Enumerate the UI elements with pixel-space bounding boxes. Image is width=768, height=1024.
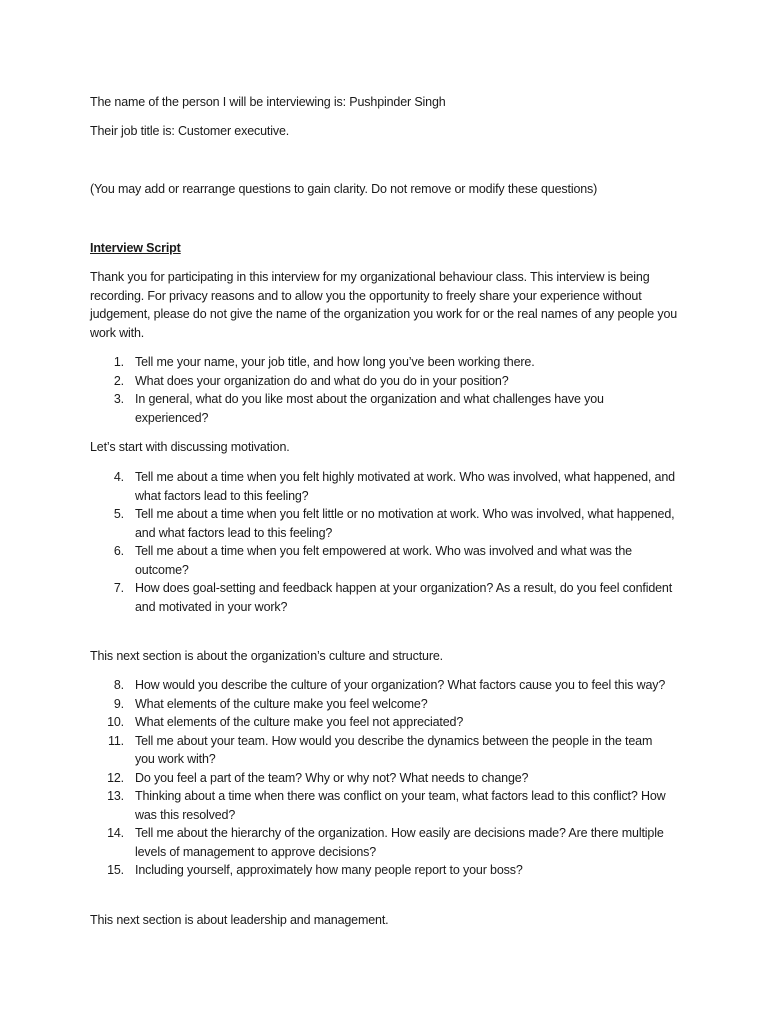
question-text: Tell me about the hierarchy of the organization. How easily are decisions made? Are there multiple levels of management to approve decisions? [135, 826, 664, 859]
motivation-intro: Let’s start with discussing motivation. [90, 440, 290, 454]
question-item [90, 390, 675, 427]
heading-text: Interview Script [90, 241, 181, 255]
question-text: What elements of the culture make you feel not appreciated? [135, 715, 464, 729]
question-text: Including yourself, approximately how many people report to your boss? [135, 863, 523, 877]
question-number: 5. [113, 507, 124, 521]
question-number: 11. [108, 733, 124, 748]
question-number: 3. [113, 392, 124, 406]
question-number: 1. [113, 355, 124, 369]
question-number: 13. [107, 789, 124, 803]
question-item [90, 695, 675, 714]
interviewee-line: The name of the person I will be interviewing is: Pushpinder Singh [90, 95, 446, 109]
question-item [90, 372, 675, 391]
question-item [90, 824, 675, 861]
question-item [90, 505, 675, 542]
question-list-culture [90, 676, 690, 880]
question-text: Tell me your name, your job title, and how long you’ve been working there. [135, 355, 535, 369]
question-item [90, 676, 675, 695]
question-number: 6. [113, 544, 124, 558]
intro-paragraph: Thank you for participating in this interview for my organizational behaviour class. This interview is being recording. For privacy reasons and to allow you the opportunity to freely share your experience without judgement, please do not give the name of the organization you work for or the real names of any people you work with. [90, 270, 678, 341]
question-item [90, 787, 675, 824]
question-item [90, 769, 675, 788]
leadership-intro: This next section is about leadership and management. [90, 913, 389, 927]
question-item [90, 542, 675, 579]
culture-intro: This next section is about the organization’s culture and structure. [90, 649, 443, 663]
question-text: Tell me about a time when you felt empowered at work. Who was involved and what was the outcome? [135, 544, 632, 577]
question-number: 4. [113, 470, 124, 484]
question-item [90, 353, 675, 372]
question-list-general [90, 353, 690, 427]
question-text: Tell me about your team. How would you describe the dynamics between the people in the team you work with? [135, 733, 653, 766]
question-number: 14. [107, 826, 124, 840]
question-item [90, 579, 675, 616]
question-text: In general, what do you like most about the organization and what challenges have you experienced? [135, 392, 604, 425]
question-number: 8. [113, 678, 124, 692]
question-number: 15. [107, 863, 124, 877]
job-title-line: Their job title is: Customer executive. [90, 124, 290, 138]
question-number: 7. [113, 581, 124, 595]
interview-script-heading [90, 239, 181, 258]
question-text: How would you describe the culture of your organization? What factors cause you to feel this way? [135, 678, 666, 692]
question-item [90, 861, 675, 880]
question-number: 12. [107, 770, 124, 785]
question-number: 10. [107, 715, 124, 729]
question-item [90, 468, 675, 505]
question-text: Do you feel a part of the team? Why or why not? What needs to change? [135, 770, 529, 785]
question-number: 9. [113, 696, 124, 711]
question-text: Tell me about a time when you felt highly motivated at work. Who was involved, what happened, and what factors lead to this feeling? [135, 470, 675, 503]
question-item [90, 732, 675, 769]
question-item [90, 713, 675, 732]
question-text: Tell me about a time when you felt little or no motivation at work. Who was involved, what happened, and what factors lead to this feeling? [135, 507, 675, 540]
question-text: What elements of the culture make you feel welcome? [135, 696, 428, 711]
question-text: Thinking about a time when there was conflict on your team, what factors lead to this conflict? How was this resolved? [135, 789, 666, 822]
question-text: What does your organization do and what do you do in your position? [135, 373, 509, 388]
instructions-line: (You may add or rearrange questions to gain clarity. Do not remove or modify these questions) [90, 182, 598, 196]
question-number: 2. [113, 373, 124, 388]
question-text: How does goal-setting and feedback happen at your organization? As a result, do you feel confident and motivated in your work? [135, 581, 673, 614]
question-list-motivation [90, 468, 690, 616]
